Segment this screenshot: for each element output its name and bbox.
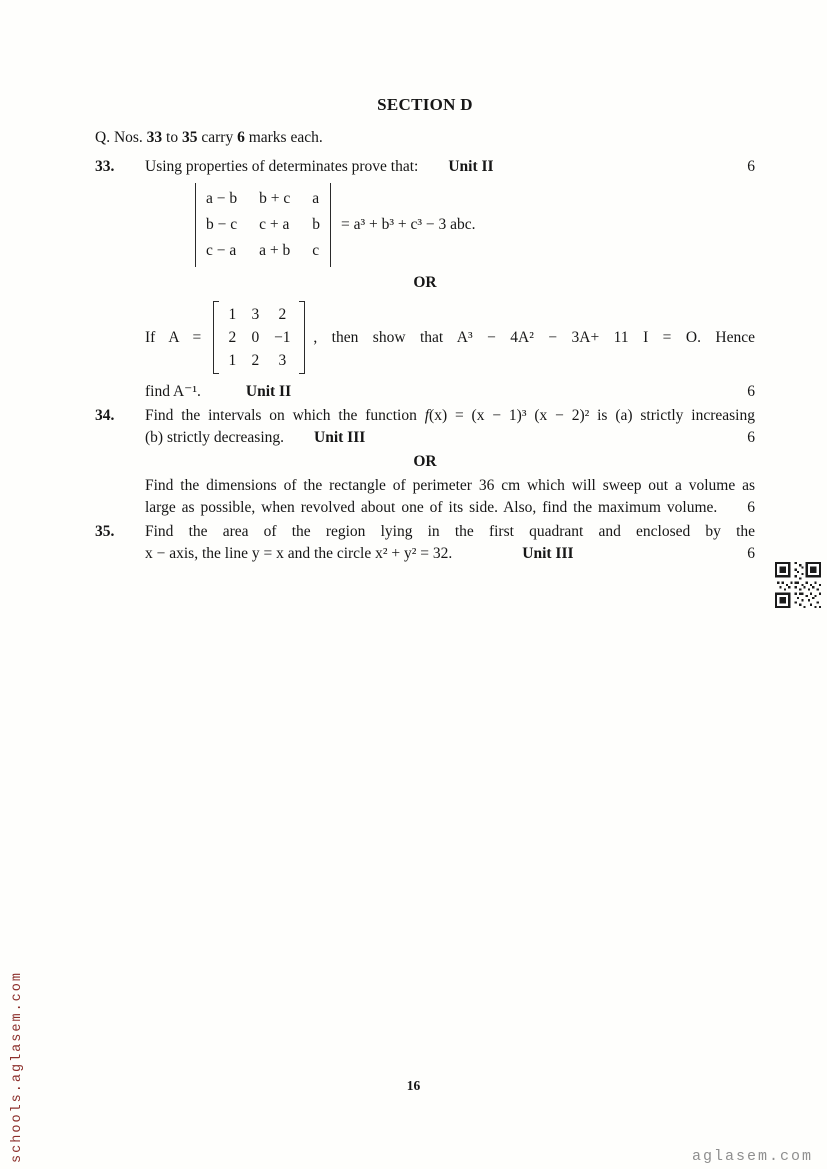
q34-alt-line1: Find the dimensions of the rectangle of perimeter 36 cm which will sweep out a volume as (145, 477, 755, 494)
matrix-cell: 2 (228, 329, 237, 346)
right-bracket (299, 301, 305, 374)
q33-alt-find-text: find A⁻¹. (145, 383, 201, 400)
matrix-cell: c + a (259, 216, 290, 233)
matrix-cell: c (312, 242, 320, 259)
matrix-cell: b (312, 216, 320, 233)
q35-statement-text: x − axis, the line y = x and the circle x² + y² = 32. (145, 545, 453, 562)
q33-determinant-equation (195, 183, 755, 267)
q34-statement-text: (x) = (x − 1)³ (x − 2)² is (a) strictly increasing (429, 407, 755, 424)
marks-note-marks: 6 (237, 129, 245, 146)
q35-unit-label: Unit III (522, 545, 574, 562)
matrix-cell: b − c (206, 216, 238, 233)
matrix-cell: a (312, 190, 320, 207)
marks-note-qstart: 33 (146, 129, 163, 146)
question-35 (95, 521, 755, 565)
matrix-cell: 3 (251, 306, 260, 323)
marks-note (95, 127, 755, 149)
marks-note-text: to (162, 129, 182, 146)
left-watermark-url: schools.aglasem.com (10, 971, 25, 1163)
bracket-matrix (213, 301, 305, 374)
q33-alt-marks: 6 (747, 383, 755, 400)
matrix-cell: 1 (228, 352, 237, 369)
q34-statement-text: (b) strictly decreasing. (145, 429, 285, 446)
matrix-cell: −1 (274, 329, 291, 346)
q34-unit-label: Unit III (314, 429, 366, 446)
q35-statement-line2 (145, 543, 755, 565)
q34-number: 34. (95, 407, 115, 424)
determinant-matrix (195, 183, 331, 267)
q33-number: 33. (95, 158, 115, 175)
question-33 (95, 156, 755, 403)
q35-body (145, 521, 755, 565)
matrix-cell: 1 (228, 306, 237, 323)
q34-statement-text: Find the intervals on which the function (145, 407, 425, 424)
q33-statement: Using properties of determinates prove that: (145, 158, 419, 175)
right-watermark-url: aglasem.com (691, 1148, 813, 1165)
bracket-matrix-grid (219, 301, 299, 374)
matrix-cell: a + b (259, 242, 291, 259)
matrix-cell: b + c (259, 190, 291, 207)
q34-function-f: f (424, 407, 430, 424)
q34-body (145, 405, 755, 519)
marks-note-text: carry (197, 129, 238, 146)
matrix-cell: 2 (251, 352, 260, 369)
q33-or-label: OR (413, 274, 437, 291)
q33-unit-label: Unit II (448, 158, 494, 175)
q34-or-label: OR (413, 453, 437, 470)
q33-alt-find-line (145, 381, 755, 403)
q33-body (145, 156, 755, 403)
q34-alt-line2 (145, 497, 755, 519)
matrix-cell: 3 (278, 352, 287, 369)
q35-marks: 6 (747, 545, 755, 562)
q34-alt-marks: 6 (747, 499, 755, 516)
marks-note-qend: 35 (181, 129, 198, 146)
q35-statement-line1: Find the area of the region lying in the first quadrant and enclosed by the (145, 523, 755, 540)
page-content (95, 94, 755, 567)
q35-number: 35. (95, 523, 115, 540)
q33-alt-unit-label: Unit II (245, 383, 292, 400)
q33-alt-prefix: If A = (145, 328, 202, 346)
matrix-cell: a − b (206, 190, 238, 207)
q34-alt-text: large as possible, when revolved about one of its side. Also, find the maximum volume. (145, 499, 718, 516)
qr-code (775, 562, 821, 608)
matrix-cell: 2 (278, 306, 287, 323)
marks-note-text: Q. Nos. (95, 129, 147, 146)
q33-statement-line (145, 156, 755, 178)
question-34 (95, 405, 755, 519)
section-title: SECTION D (377, 95, 473, 114)
q34-statement-line1 (145, 405, 755, 427)
q34-marks: 6 (747, 429, 755, 446)
q33-marks: 6 (747, 158, 755, 175)
marks-note-text: marks each. (244, 129, 323, 146)
q34-statement-line2 (145, 427, 755, 449)
page-number: 16 (406, 1078, 421, 1093)
matrix-cell: c − a (206, 242, 237, 259)
qr-code-graphic (775, 562, 821, 608)
determinant-result: = a³ + b³ + c³ − 3 abc. (341, 216, 476, 233)
matrix-cell: 0 (251, 329, 260, 346)
q33-alternative-line (145, 301, 755, 374)
q33-alt-statement: , then show that A³ − 4A² − 3A+ 11 I = O. Hence (313, 328, 755, 346)
